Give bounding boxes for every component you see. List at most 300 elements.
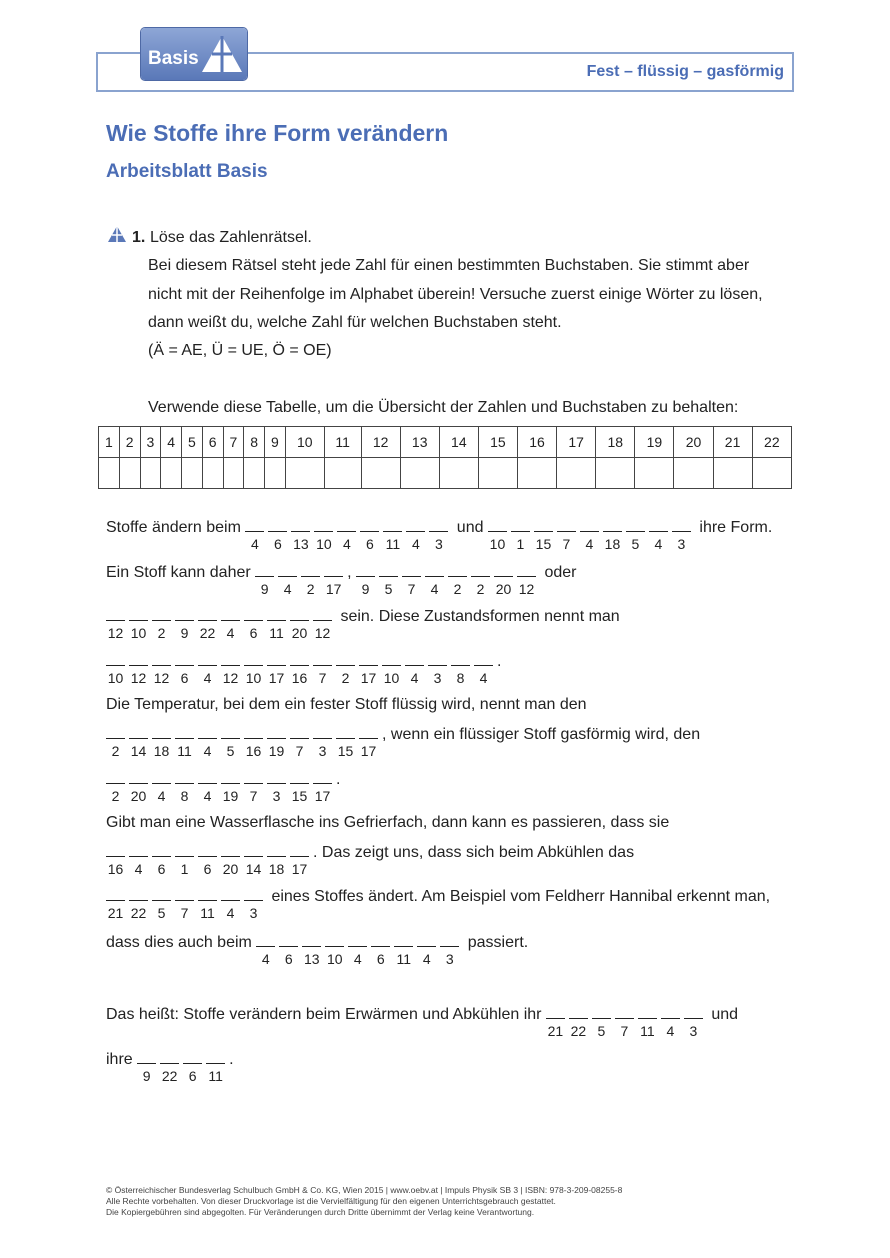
puzzle-line [106,886,771,921]
letter-code: 11 [208,1068,223,1084]
letter-code: 4 [422,951,431,967]
letter-blank[interactable] [198,842,217,877]
puzzle-line [106,814,669,832]
letter-code: 22 [570,1023,587,1039]
letter-blank[interactable] [359,651,378,686]
letter-blank[interactable] [198,606,217,641]
letter-code: 13 [304,951,320,967]
letter-blank[interactable] [160,1049,179,1084]
key-letter-cell[interactable] [119,458,140,489]
key-letter-cell[interactable] [439,458,478,489]
answer-word[interactable] [546,1004,707,1039]
key-letter-cell[interactable] [99,458,120,489]
letter-code: 4 [203,788,212,804]
letter-blank[interactable] [244,886,263,921]
letter-blank[interactable] [198,724,217,759]
letter-code: 4 [203,743,212,759]
letter-blank[interactable] [198,769,217,804]
letter-blank[interactable] [106,606,125,641]
letter-blank[interactable] [221,769,240,804]
letter-blank[interactable] [569,1004,588,1039]
letter-blank[interactable] [106,769,125,804]
letter-blank[interactable] [152,724,171,759]
letter-blank[interactable] [290,724,309,759]
letter-blank[interactable] [256,932,275,967]
key-letter-cell[interactable] [713,458,752,489]
letter-code: 21 [547,1023,564,1039]
puzzle-text: Gibt man eine Wasserflasche ins Gefrierfach, dann kann es passieren, dass sie [106,814,670,831]
letter-code: 17 [314,788,331,804]
letter-code: 8 [456,670,465,686]
letter-blank[interactable] [267,651,286,686]
letter-code: 3 [249,905,258,921]
letter-code: 5 [157,905,166,921]
puzzle-line [106,932,529,967]
letter-code: 6 [157,861,166,877]
letter-blank[interactable] [278,562,297,597]
letter-code: 12 [153,670,170,686]
answer-word[interactable] [488,517,695,552]
key-letter-cell[interactable] [752,458,791,489]
letter-blank[interactable] [291,517,310,552]
letter-blank[interactable] [494,562,513,597]
letter-blank[interactable] [474,651,493,686]
task-instruction: Löse das Zahlenrätsel. [150,229,312,246]
letter-code: 14 [130,743,147,759]
letter-blank[interactable] [198,886,217,921]
letter-blank[interactable] [129,606,148,641]
puzzle-text: Stoffe ändern beim [106,519,246,536]
letter-blank[interactable] [638,1004,657,1039]
letter-code: 15 [291,788,308,804]
letter-blank[interactable] [394,932,413,967]
letter-blank[interactable] [517,562,536,597]
key-letter-cell[interactable] [517,458,556,489]
letter-code: 2 [157,625,166,641]
letter-blank[interactable] [221,886,240,921]
letter-blank[interactable] [649,517,668,552]
letter-blank[interactable] [302,932,321,967]
letter-blank[interactable] [405,651,424,686]
key-number-cell: 22 [752,427,791,458]
letter-blank[interactable] [152,886,171,921]
key-number-cell: 8 [244,427,265,458]
letter-blank[interactable] [313,724,332,759]
letter-blank[interactable] [626,517,645,552]
letter-code: 10 [383,670,400,686]
letter-code: 16 [291,670,308,686]
key-number-cell: 14 [439,427,478,458]
letter-code: 20 [222,861,239,877]
letter-blank[interactable] [129,842,148,877]
letter-blank[interactable] [279,932,298,967]
answer-word[interactable] [106,724,382,759]
key-letter-cell[interactable] [140,458,161,489]
letter-code: 6 [203,861,212,877]
key-number-cell: 5 [182,427,203,458]
letter-code: 11 [396,951,412,967]
key-letter-cell[interactable] [324,458,361,489]
letter-blank[interactable] [383,517,402,552]
key-letter-cell[interactable] [244,458,265,489]
letter-blank[interactable] [152,651,171,686]
answer-word[interactable] [256,932,463,967]
task-line: Bei diesem Rätsel steht jede Zahl für einen bestimmten Buchstaben. Sie stimmt aber [148,257,750,274]
letter-blank[interactable] [672,517,691,552]
letter-blank[interactable] [175,651,194,686]
letter-blank[interactable] [267,842,286,877]
letter-blank[interactable] [152,606,171,641]
answer-word[interactable] [106,651,497,686]
letter-code: 4 [226,625,235,641]
letter-code: 10 [107,670,124,686]
letter-code: 19 [222,788,239,804]
key-letter-cell[interactable] [400,458,439,489]
task-line: nicht mit der Reihenfolge im Alphabet überein! Versuche zuerst einige Wörter zu lösen, [148,286,763,303]
letter-blank[interactable] [382,651,401,686]
letter-blank[interactable] [129,886,148,921]
letter-code: 17 [360,670,377,686]
letter-blank[interactable] [206,1049,225,1084]
puzzle-line [106,1049,234,1084]
answer-word[interactable] [137,1049,229,1084]
letter-blank[interactable] [255,562,274,597]
letter-code: 4 [430,581,439,597]
letter-blank[interactable] [324,562,343,597]
key-number-cell: 13 [400,427,439,458]
letter-blank[interactable] [402,562,421,597]
key-letter-cell[interactable] [557,458,596,489]
letter-code: 1 [516,536,525,552]
letter-blank[interactable] [511,517,530,552]
answer-word[interactable] [106,842,313,877]
letter-blank[interactable] [371,932,390,967]
letter-blank[interactable] [268,517,287,552]
puzzle-text: ihre Form. [694,519,773,536]
letter-code: 15 [535,536,552,552]
letter-blank[interactable] [448,562,467,597]
key-letter-cell[interactable] [202,458,223,489]
letter-blank[interactable] [244,606,263,641]
letter-code: 6 [188,1068,197,1084]
letter-blank[interactable] [245,517,264,552]
key-letter-cell[interactable] [223,458,244,489]
letter-code: 4 [226,905,235,921]
answer-word[interactable] [106,606,336,641]
letter-code: 2 [111,743,120,759]
letter-blank[interactable] [175,769,194,804]
puzzle-text: . [229,1051,234,1068]
letter-code: 17 [291,861,308,877]
letter-code: 17 [268,670,285,686]
letter-code: 17 [360,743,377,759]
letter-blank[interactable] [580,517,599,552]
letter-code: 4 [250,536,259,552]
letter-blank[interactable] [356,562,375,597]
letter-blank[interactable] [221,724,240,759]
key-number-cell: 3 [140,427,161,458]
letter-blank[interactable] [314,517,333,552]
letter-code: 4 [666,1023,675,1039]
letter-blank[interactable] [244,651,263,686]
letter-code: 6 [249,625,258,641]
letter-code: 12 [518,581,535,597]
letter-blank[interactable] [244,842,263,877]
letter-code: 11 [177,743,192,759]
letter-code: 8 [180,788,189,804]
letter-blank[interactable] [313,769,332,804]
letter-blank[interactable] [348,932,367,967]
letter-blank[interactable] [152,842,171,877]
letter-code: 2 [453,581,462,597]
letter-code: 17 [325,581,342,597]
puzzle-text: sein. Diese Zustandsformen nennt man [336,608,620,625]
letter-blank[interactable] [137,1049,156,1084]
letter-blank[interactable] [428,651,447,686]
letter-blank[interactable] [221,651,240,686]
footer-copyright: © Österreichischer Bundesverlag Schulbuch GmbH & Co. KG, Wien 2015 | www.oebv.at | Impuls Physik SB 3 | ISBN: 978-3-209-08255-8 [106,1185,623,1195]
letter-code: 18 [604,536,621,552]
letter-blank[interactable] [417,932,436,967]
puzzle-text: , [347,564,357,581]
letter-code: 4 [157,788,166,804]
letter-code: 7 [249,788,258,804]
letter-code: 11 [640,1023,655,1039]
letter-code: 5 [384,581,393,597]
letter-blank[interactable] [175,842,194,877]
letter-code: 20 [495,581,512,597]
letter-code: 4 [342,536,351,552]
key-number-cell: 9 [265,427,286,458]
puzzle-line [106,696,587,714]
letter-blank[interactable] [183,1049,202,1084]
letter-blank[interactable] [106,886,125,921]
letter-blank[interactable] [471,562,490,597]
letter-blank[interactable] [175,606,194,641]
letter-blank[interactable] [129,769,148,804]
letter-code: 11 [200,905,215,921]
letter-blank[interactable] [290,606,309,641]
letter-blank[interactable] [451,651,470,686]
answer-word[interactable] [245,517,452,552]
letter-code: 6 [273,536,282,552]
letter-code: 14 [245,861,262,877]
puzzle-text: eines Stoffes ändert. Am Beispiel vom Feldherr Hannibal erkennt man, [267,888,771,905]
letter-code: 12 [222,670,239,686]
letter-code: 7 [318,670,327,686]
letter-code: 6 [284,951,293,967]
key-number-cell: 10 [285,427,324,458]
letter-code: 18 [153,743,170,759]
letter-blank[interactable] [337,517,356,552]
letter-code: 22 [161,1068,178,1084]
letter-blank[interactable] [379,562,398,597]
key-letter-cell[interactable] [478,458,517,489]
letter-blank[interactable] [221,842,240,877]
triangle-logo-icon [200,34,244,74]
letter-blank[interactable] [301,562,320,597]
puzzle-line [106,1004,739,1039]
letter-code: 3 [318,743,327,759]
letter-blank[interactable] [661,1004,680,1039]
letter-code: 2 [111,788,120,804]
letter-code: 2 [476,581,485,597]
task-line: dann weißt du, welche Zahl für welchen Buchstaben steht. [148,314,562,331]
letter-code: 4 [261,951,270,967]
key-number-cell: 4 [161,427,182,458]
letter-blank[interactable] [406,517,425,552]
task-line: (Ä = AE, Ü = UE, Ö = OE) [148,342,332,359]
letter-blank[interactable] [152,769,171,804]
key-letter-cell[interactable] [361,458,400,489]
letter-blank[interactable] [290,769,309,804]
letter-code: 3 [433,670,442,686]
letter-code: 22 [130,905,147,921]
letter-blank[interactable] [546,1004,565,1039]
answer-word[interactable] [106,769,336,804]
letter-blank[interactable] [313,606,332,641]
letter-blank[interactable] [603,517,622,552]
page-title: Wie Stoffe ihre Form verändern [106,120,449,146]
letter-blank[interactable] [267,606,286,641]
key-letter-cell[interactable] [635,458,674,489]
letter-code: 20 [130,788,147,804]
key-letter-cell[interactable] [182,458,203,489]
puzzle-line [106,724,701,759]
puzzle-text: passiert. [463,934,529,951]
letter-code: 10 [327,951,343,967]
letter-blank[interactable] [129,651,148,686]
letter-blank[interactable] [175,724,194,759]
puzzle-text: und [706,1006,739,1023]
puzzle-text: , wenn ein flüssiger Stoff gasförmig wird, den [382,726,701,743]
letter-blank[interactable] [267,724,286,759]
letter-blank[interactable] [106,651,125,686]
letter-code: 10 [130,625,147,641]
letter-code: 18 [268,861,285,877]
letter-blank[interactable] [534,517,553,552]
letter-code: 2 [341,670,350,686]
letter-code: 7 [407,581,416,597]
letter-code: 4 [410,670,419,686]
letter-code: 6 [376,951,385,967]
letter-code: 5 [597,1023,606,1039]
key-number-cell: 15 [478,427,517,458]
key-letter-cell[interactable] [596,458,635,489]
letter-blank[interactable] [106,724,125,759]
letter-code: 9 [180,625,189,641]
key-number-cell: 12 [361,427,400,458]
puzzle-line [106,842,635,877]
letter-code: 16 [245,743,262,759]
letter-blank[interactable] [175,886,194,921]
letter-code: 16 [107,861,124,877]
letter-code: 9 [142,1068,151,1084]
puzzle-line [106,517,773,552]
puzzle-text: Das heißt: Stoffe verändern beim Erwärmen und Abkühlen ihr [106,1006,546,1023]
letter-blank[interactable] [615,1004,634,1039]
answer-word[interactable] [356,562,540,597]
puzzle-line [106,651,502,686]
page-subtitle: Arbeitsblatt Basis [106,161,268,182]
puzzle-text: dass dies auch beim [106,934,257,951]
letter-blank[interactable] [290,651,309,686]
letter-blank[interactable] [440,932,459,967]
puzzle-line [106,769,341,804]
letter-blank[interactable] [557,517,576,552]
letter-code: 7 [180,905,189,921]
topic-title: Fest – flüssig – gasförmig [586,63,784,80]
puzzle-text: oder [540,564,577,581]
logo-text: Basis [148,48,199,69]
key-letter-cell[interactable] [674,458,713,489]
letter-code: 4 [411,536,420,552]
key-letter-cell[interactable] [285,458,324,489]
letter-code: 4 [654,536,663,552]
letter-blank[interactable] [359,724,378,759]
letter-code: 4 [203,670,212,686]
footer-fees: Die Kopiergebühren sind abgegolten. Für Veränderungen durch Dritte übernimmt der Verlag keine Verantwortung. [106,1207,535,1217]
answer-word[interactable] [106,886,267,921]
letter-code: 3 [434,536,443,552]
letter-blank[interactable] [313,651,332,686]
letter-blank[interactable] [684,1004,703,1039]
letter-blank[interactable] [198,651,217,686]
letter-code: 3 [445,951,454,967]
letter-blank[interactable] [425,562,444,597]
letter-blank[interactable] [244,724,263,759]
letter-code: 7 [295,743,304,759]
letter-code: 12 [314,625,331,641]
letter-blank[interactable] [429,517,448,552]
letter-blank[interactable] [129,724,148,759]
letter-code: 3 [689,1023,698,1039]
letter-blank[interactable] [336,724,355,759]
letter-blank[interactable] [336,651,355,686]
key-number-cell: 17 [557,427,596,458]
letter-blank[interactable] [267,769,286,804]
letter-blank[interactable] [488,517,507,552]
key-number-cell: 19 [635,427,674,458]
letter-code: 20 [291,625,308,641]
key-number-cell: 2 [119,427,140,458]
letter-code: 10 [489,536,506,552]
letter-code: 7 [620,1023,629,1039]
task-number: 1. [132,229,146,246]
key-number-cell: 1 [99,427,120,458]
letter-code: 11 [385,536,401,552]
letter-code: 10 [245,670,262,686]
letter-blank[interactable] [325,932,344,967]
letter-blank[interactable] [360,517,379,552]
letter-code: 5 [631,536,640,552]
letter-code: 6 [365,536,374,552]
letter-blank[interactable] [244,769,263,804]
puzzle-text: . [497,653,502,670]
letter-code: 4 [353,951,362,967]
letter-blank[interactable] [106,842,125,877]
letter-code: 9 [361,581,370,597]
letter-blank[interactable] [290,842,309,877]
basis-level-icon [107,225,127,243]
answer-word[interactable] [255,562,347,597]
letter-blank[interactable] [592,1004,611,1039]
puzzle-text: ihre [106,1051,138,1068]
letter-code: 4 [134,861,143,877]
key-letter-cell[interactable] [161,458,182,489]
letter-blank[interactable] [221,606,240,641]
key-letter-cell[interactable] [265,458,286,489]
